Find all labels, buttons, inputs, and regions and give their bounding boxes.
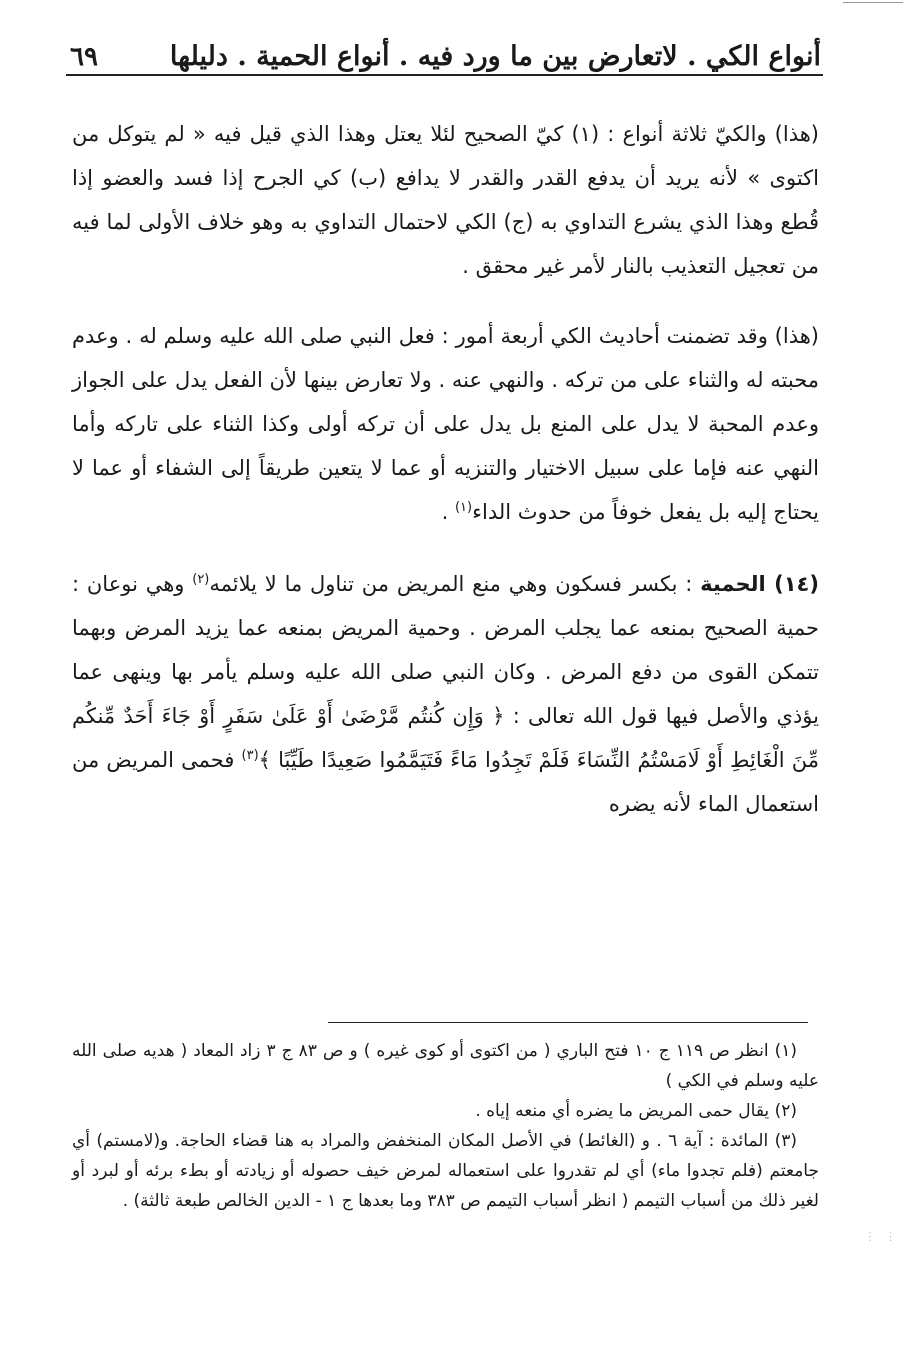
paragraph-diet-end: فحمى المريض من استعمال الماء لأنه يضره: [72, 748, 819, 816]
main-text: [72, 112, 819, 826]
footnote-divider: [328, 1022, 808, 1023]
footnote-ref-1: (١): [454, 500, 473, 515]
page-number: ٦٩: [70, 42, 98, 72]
header-divider: [66, 74, 823, 76]
footnote-1: (١) انظر ص ١١٩ ج ١٠ فتح الباري ( من اكتوى أو كوى غيره ) و ص ٨٣ ج ٣ زاد المعاد ( هديه صلى الله عليه وسلم في الكي ): [72, 1041, 819, 1091]
paragraph-diet-definition: : بكسر فسكون وهي منع المريض من تناول ما لا يلائمه: [209, 572, 701, 596]
footnote-ref-3: (٣): [241, 748, 259, 763]
scan-edge-line: [843, 2, 903, 3]
paragraph-diet-text: وهي نوعان : حمية الصحيح بمنعه عما يجلب المرض . وحمية المريض بمنعه عما يزيد المرض وبهما تتمكن القوى من دفع المرض . وكان النبي صلى الله عليه وسلم يأمر بها وينهى عما يؤذي والأصل فيها قول الله تعالى : ﴿ وَإِن كُنتُم مَّرْضَىٰ أَوْ عَلَىٰ سَفَرٍ أَوْ جَاءَ أَحَدٌ مِّنكُم مِّنَ الْغَائِطِ أَوْ لَامَسْتُمُ النِّسَاءَ فَلَمْ تَجِدُوا مَاءً فَتَيَمَّمُوا صَعِيدًا طَيِّبًا ﴾: [72, 572, 819, 772]
entry-heading-diet: (١٤) الحمية: [700, 572, 819, 596]
footnote-2: (٢) يقال حمى المريض ما يضره أي منعه إياه .: [475, 1101, 797, 1121]
footnotes: [72, 1036, 819, 1216]
paragraph-diet: [72, 562, 819, 826]
running-header: [70, 22, 821, 72]
footnote-3: (٣) المائدة : آية ٦ . و (الغائط) في الأصل المكان المنخفض والمراد به هنا قضاء الحاجة. و(لامستم) أي جامعتم (فلم تجدوا ماء) أي لم تقدروا على استعماله لمرض خيف حصوله أو زيادته أو بطء برئه أو لبرد أو لغير ذلك من أسباب التيمم ( انظر أسباب التيمم ص ٣٨٣ وما بعدها ج ١ - الدين الخالص طبعة ثالثة) .: [72, 1131, 819, 1211]
paragraph-end: .: [441, 500, 455, 524]
scan-margin-dots: ⋮ ⋮: [864, 1230, 899, 1243]
paragraph-cauterization-hadiths: [72, 314, 819, 534]
paragraph-kinds-of-cauterization: (هذا) والكيّ ثلاثة أنواع : (١) كيّ الصحيح لئلا يعتل وهذا الذي قيل فيه « لم يتوكل من اكتوى » لأنه يريد أن يدفع القدر والقدر لا يدافع (ب) كي الجرح إذا فسد والعضو إذا قُطع وهذا الذي يشرع التداوي به (ج) الكي لاحتمال التداوي به وهو خلاف الأولى لما فيه من تعجيل التعذيب بالنار لأمر غير محقق .: [72, 122, 819, 278]
paragraph-cauterization-hadiths-text: (هذا) وقد تضمنت أحاديث الكي أربعة أمور : فعل النبي صلى الله عليه وسلم له . وعدم محبته له والثناء على من تركه . والنهي عنه . ولا تعارض بينها لأن الفعل يدل على الجواز وعدم المحبة لا يدل على المنع بل يدل على أن تركه أولى وكذا الثناء على تاركه وأما النهي عنه فإما على سبيل الاختيار والتنزيه أو عما لا يتعين طريقاً إلى الشفاء أو عما لا يحتاج إليه بل يفعل خوفاً من حدوث الداء: [72, 324, 819, 524]
running-header-title: أنواع الكي . لاتعارض بين ما ورد فيه . أنواع الحمية . دليلها: [169, 41, 821, 72]
footnote-ref-2: (٢): [192, 572, 210, 587]
